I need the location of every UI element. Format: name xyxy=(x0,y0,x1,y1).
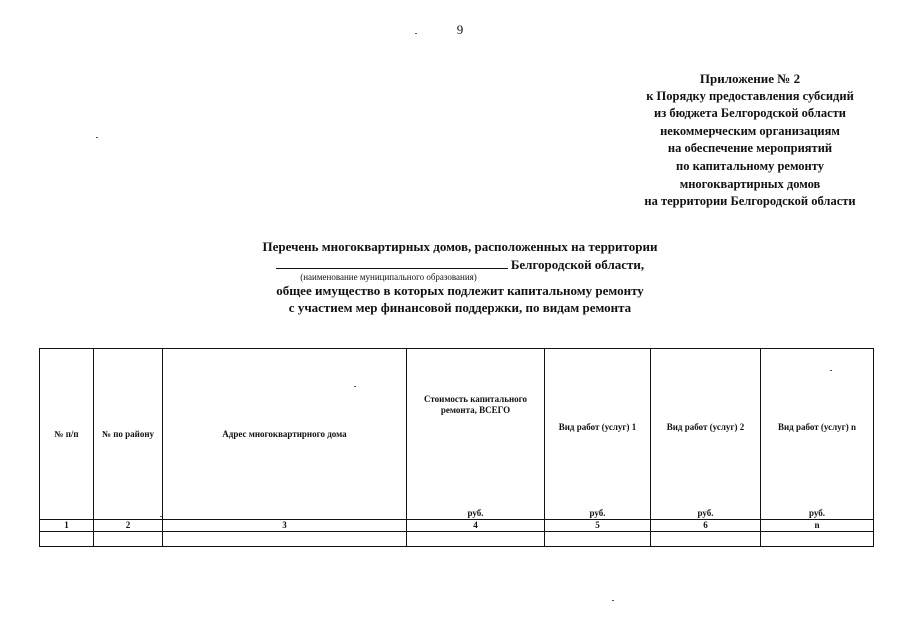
unit-cell: руб. xyxy=(761,506,874,520)
table-cell xyxy=(545,532,651,547)
column-number-cell: n xyxy=(761,520,874,532)
appendix-title: Приложение № 2 xyxy=(699,71,801,86)
table-cell xyxy=(651,532,761,547)
column-number-cell: 3 xyxy=(163,520,407,532)
scan-speck xyxy=(612,600,614,601)
table-cell xyxy=(407,532,545,547)
table-cell xyxy=(761,532,874,547)
column-header: Вид работ (услуг) 1 xyxy=(545,349,651,507)
scan-speck xyxy=(160,516,162,517)
unit-cell: руб. xyxy=(651,506,761,520)
municipality-hint: (наименование муниципального образования) xyxy=(300,272,477,282)
table-cell xyxy=(94,532,163,547)
column-header: Вид работ (услуг) 2 xyxy=(651,349,761,507)
table-column-numbers-row xyxy=(40,520,874,532)
column-number-cell: 2 xyxy=(94,520,163,532)
page-number: 9 xyxy=(456,22,464,37)
column-header: Вид работ (услуг) n xyxy=(761,349,874,507)
municipality-blank-line xyxy=(276,255,508,269)
heading-line-4: с участием мер финансовой поддержки, по видам ремонта xyxy=(288,300,632,315)
scan-speck xyxy=(415,33,417,34)
table-header-row xyxy=(40,349,874,507)
appendix-line: многоквартирных домов xyxy=(679,176,821,191)
table-row xyxy=(40,532,874,547)
column-header: Адрес многоквартирного дома xyxy=(163,349,407,520)
column-header: Стоимость капитального ремонта, ВСЕГО xyxy=(407,349,545,507)
scan-speck xyxy=(354,386,356,387)
appendix-line: по капитальному ремонту xyxy=(676,158,824,173)
table-cell xyxy=(40,532,94,547)
column-number-cell: 1 xyxy=(40,520,94,532)
appendix-block xyxy=(600,70,900,211)
heading-region-suffix: Белгородской области, xyxy=(510,257,645,272)
scan-speck xyxy=(96,137,98,138)
heading-line-1: Перечень многоквартирных домов, расположенных на территории xyxy=(262,239,658,254)
appendix-line: на территории Белгородской области xyxy=(644,194,856,209)
column-number-cell: 6 xyxy=(651,520,761,532)
unit-cell: руб. xyxy=(545,506,651,520)
column-number-cell: 5 xyxy=(545,520,651,532)
column-number-cell: 4 xyxy=(407,520,545,532)
appendix-line: на обеспечение мероприятий xyxy=(667,141,833,156)
column-header: № п/п xyxy=(40,349,94,520)
appendix-line: некоммерческим организациям xyxy=(660,123,840,138)
scan-speck xyxy=(830,370,832,371)
appendix-line: к Порядку предоставления субсидий xyxy=(646,88,854,103)
column-header: № по району xyxy=(94,349,163,520)
document-heading xyxy=(150,238,770,316)
appendix-line: из бюджета Белгородской области xyxy=(654,106,846,121)
heading-line-3: общее имущество в которых подлежит капитальному ремонту xyxy=(276,283,644,298)
houses-table xyxy=(39,348,874,547)
heading-region-line xyxy=(150,255,770,272)
table-cell xyxy=(163,532,407,547)
unit-cell: руб. xyxy=(407,506,545,520)
